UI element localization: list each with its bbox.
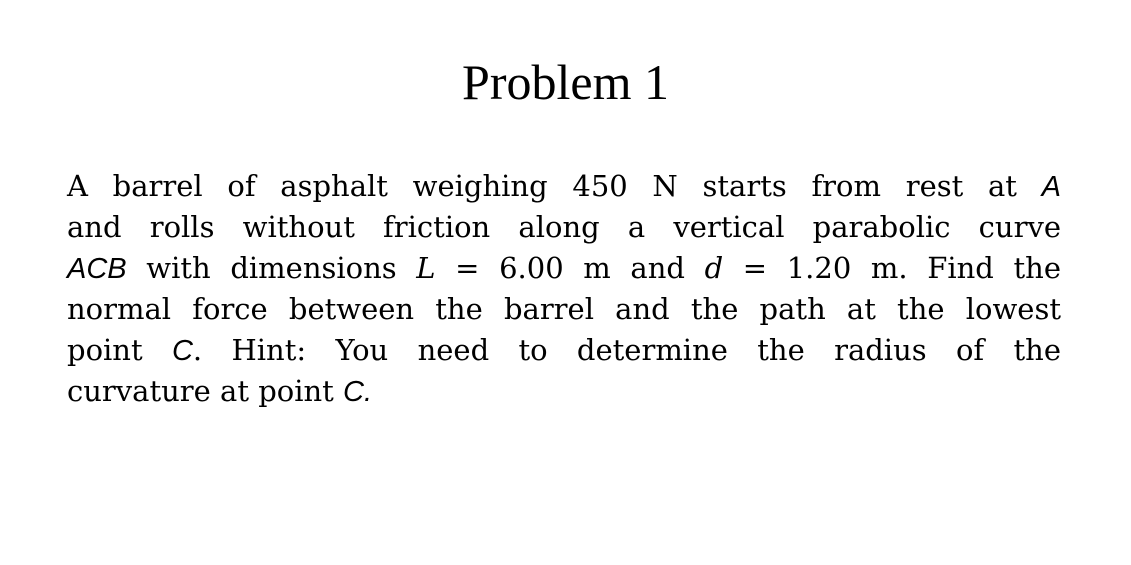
statement-line-2 bbox=[67, 207, 1061, 248]
point-c-label: C bbox=[171, 335, 193, 367]
statement-line-6 bbox=[67, 371, 1061, 412]
line-text: point bbox=[67, 333, 172, 367]
statement-line-3 bbox=[67, 248, 1061, 289]
problem-statement bbox=[67, 166, 1061, 412]
statement-line-4 bbox=[67, 289, 1061, 330]
variable-l: L bbox=[416, 251, 436, 285]
problem-title: Problem 1 bbox=[462, 54, 669, 110]
line-text: = 6.00 m and bbox=[435, 251, 705, 285]
line-text: and rolls without friction along a vertical parabolic curve bbox=[67, 210, 1061, 244]
line-text: A barrel of asphalt weighing 450 N starts from rest at bbox=[67, 169, 1042, 203]
line-text: normal force between the barrel and the path at the lowest bbox=[67, 292, 1061, 326]
line-text: curvature at point bbox=[67, 374, 344, 408]
point-c-label: C bbox=[343, 376, 364, 408]
statement-line-1 bbox=[67, 166, 1061, 207]
line-text: = 1.20 m. Find the bbox=[723, 251, 1061, 285]
variable-d: d bbox=[704, 251, 724, 285]
line-text: . bbox=[364, 376, 373, 408]
line-text: . Hint: You need to determine the radius of the bbox=[192, 333, 1061, 367]
line-text: with dimensions bbox=[126, 251, 417, 285]
statement-line-5 bbox=[67, 330, 1061, 371]
curve-acb-label: ACB bbox=[67, 253, 127, 285]
point-a-label: A bbox=[1041, 171, 1061, 203]
